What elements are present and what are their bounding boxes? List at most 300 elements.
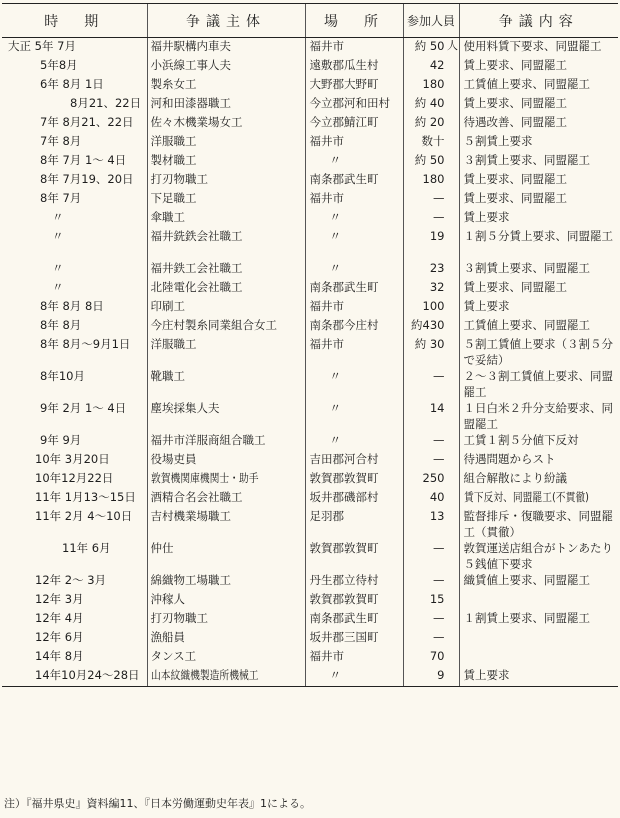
row-place — [305, 400, 403, 432]
row-content — [459, 451, 618, 470]
row-participants — [403, 451, 459, 470]
row-participants — [403, 317, 459, 336]
row-period-text: 10年12月22日 — [35, 470, 114, 485]
row-subject-text: 塵埃採集人夫 — [150, 400, 220, 415]
row-period-text: 8年 8月～9月1日 — [40, 336, 131, 351]
row-period-text: 12年 6月 — [35, 629, 84, 644]
row-period — [2, 209, 147, 228]
table-row — [2, 610, 618, 629]
row-subject-text: 敦賀機関庫機関士・助手 — [150, 470, 259, 485]
row-subject-text: 酒精合名会社職工 — [150, 489, 243, 504]
row-content-text: 監督排斥・復職要求、同盟罷工（貫徹） — [463, 508, 613, 539]
row-participants-text: — — [433, 368, 445, 383]
row-place-text: 敦賀郡敦賀町 — [309, 591, 379, 606]
row-subject — [147, 629, 305, 648]
row-place-text: 今立郡河和田村 — [309, 95, 390, 110]
table-row — [2, 38, 618, 57]
row-subject — [147, 228, 305, 260]
row-subject-text: 綿織物工場職工 — [150, 572, 231, 587]
row-place-text: 〃 — [329, 152, 341, 167]
row-period — [2, 629, 147, 648]
participants-unit: 人 — [447, 39, 458, 52]
row-content — [459, 572, 618, 591]
row-period — [2, 508, 147, 540]
table-row — [2, 508, 618, 540]
row-participants-text: — — [433, 451, 445, 466]
row-subject-text: 福井銑鉄会社職工 — [150, 228, 243, 243]
row-participants-text: 約 30 — [414, 336, 445, 351]
row-subject-text: 洋服職工 — [150, 336, 197, 351]
row-participants-text: 42 — [429, 57, 445, 72]
row-place-text: 福井市 — [309, 648, 344, 663]
row-content — [459, 591, 618, 610]
row-place-text: 南条郡武生町 — [309, 610, 379, 625]
row-place — [305, 171, 403, 190]
row-subject-text: 沖稼人 — [150, 591, 185, 606]
row-participants — [403, 508, 459, 540]
row-participants-text: 40 — [429, 489, 445, 504]
row-place — [305, 368, 403, 400]
row-subject — [147, 279, 305, 298]
table-row — [2, 114, 618, 133]
row-participants-text: 13 — [429, 508, 445, 523]
row-period — [2, 317, 147, 336]
row-participants-text: 19 — [429, 228, 445, 243]
row-place-text: 福井市 — [309, 39, 344, 53]
row-period-text: 〃 — [52, 209, 64, 224]
row-place-text: 福井市 — [309, 133, 344, 148]
header-content: 争議内容 — [459, 4, 618, 38]
row-place — [305, 470, 403, 489]
row-subject — [147, 610, 305, 629]
table-row — [2, 57, 618, 76]
table-row — [2, 432, 618, 451]
row-content — [459, 152, 618, 171]
row-subject-text: 福井駅構内車夫 — [150, 39, 231, 53]
row-place-text: 〃 — [329, 400, 341, 415]
row-subject — [147, 298, 305, 317]
row-subject-text: 北陸電化会社職工 — [150, 279, 243, 294]
row-place — [305, 591, 403, 610]
row-place — [305, 508, 403, 540]
row-content — [459, 38, 618, 57]
row-period-text: 14年 8月 — [35, 648, 84, 663]
row-period — [2, 114, 147, 133]
row-period-text: 12年 2～ 3月 — [35, 572, 107, 587]
row-period-text: 14年10月24～28日 — [35, 667, 140, 682]
row-period-text: 11年 2月 4～10日 — [35, 508, 133, 523]
row-participants — [403, 591, 459, 610]
row-subject — [147, 451, 305, 470]
row-period — [2, 336, 147, 368]
row-content — [459, 133, 618, 152]
table-row — [2, 400, 618, 432]
row-place-text: 〃 — [329, 209, 341, 224]
row-place — [305, 317, 403, 336]
row-content-text: 工賃１割５分値下反対 — [463, 432, 579, 447]
row-content-text: 工賃値上要求、同盟罷工 — [463, 317, 590, 332]
table-row — [2, 260, 618, 279]
row-place — [305, 95, 403, 114]
row-participants-text: 約430 — [411, 317, 445, 332]
row-subject-text: 山本紋織機製造所機械工 — [150, 667, 259, 682]
table-row — [2, 209, 618, 228]
row-subject — [147, 508, 305, 540]
row-subject — [147, 76, 305, 95]
row-subject-text: 佐々木機業場女工 — [150, 114, 243, 129]
row-period-text: 5年8月 — [40, 57, 78, 72]
row-content — [459, 400, 618, 432]
row-period — [2, 591, 147, 610]
row-subject — [147, 489, 305, 508]
header-participants: 参加人員 — [403, 4, 459, 38]
row-period-text: 10年 3月20日 — [35, 451, 110, 466]
row-participants-text: 14 — [429, 400, 445, 415]
row-subject-text: 傘職工 — [150, 209, 185, 224]
row-participants — [403, 171, 459, 190]
row-place-text: 吉田郡河合村 — [309, 451, 379, 466]
row-content-text: 賃下反対、同盟罷工(不貫徹) — [463, 489, 589, 504]
row-period — [2, 400, 147, 432]
row-content-text: ３割賃上要求、同盟罷工 — [463, 260, 590, 275]
row-period — [2, 95, 147, 114]
row-subject-text: 仲仕 — [150, 540, 174, 555]
row-period — [2, 228, 147, 260]
row-subject — [147, 57, 305, 76]
row-participants-text: — — [433, 610, 445, 625]
row-place — [305, 152, 403, 171]
row-participants — [403, 57, 459, 76]
row-participants-text: 約 40 — [414, 95, 445, 110]
row-place-text: 南条郡武生町 — [309, 171, 379, 186]
row-participants-text: — — [433, 190, 445, 205]
row-participants — [403, 572, 459, 591]
row-content-text: １割賃上要求、同盟罷工 — [463, 610, 590, 625]
row-participants — [403, 114, 459, 133]
row-content — [459, 508, 618, 540]
row-content — [459, 489, 618, 508]
row-period — [2, 451, 147, 470]
row-participants-text: 32 — [429, 279, 445, 294]
row-subject — [147, 209, 305, 228]
row-content-text: ２～３割工賃値上要求、同盟罷工 — [463, 368, 613, 399]
row-period-text: 11年 1月13～15日 — [35, 489, 136, 504]
row-participants — [403, 76, 459, 95]
row-place-text: 福井市 — [309, 336, 344, 351]
row-period-text: 8年10月 — [40, 368, 85, 383]
row-content — [459, 260, 618, 279]
table-row — [2, 489, 618, 508]
row-subject-text: 打刃物職工 — [150, 171, 208, 186]
row-participants — [403, 133, 459, 152]
row-place — [305, 133, 403, 152]
row-subject-text: 漁船員 — [150, 629, 185, 644]
row-place-text: 〃 — [329, 368, 341, 383]
row-subject — [147, 368, 305, 400]
header-subject: 争議主体 — [147, 4, 305, 38]
row-place — [305, 76, 403, 95]
row-content-text: 待遇改善、同盟罷工 — [463, 114, 567, 129]
row-place — [305, 572, 403, 591]
row-content — [459, 540, 618, 572]
row-subject-text: 吉村機業場職工 — [150, 508, 231, 523]
row-period — [2, 260, 147, 279]
row-period-text: 〃 — [52, 228, 64, 243]
row-subject — [147, 171, 305, 190]
row-period — [2, 489, 147, 508]
row-period-text: 11年 6月 — [62, 540, 111, 555]
row-period — [2, 648, 147, 667]
row-subject — [147, 190, 305, 209]
row-content — [459, 190, 618, 209]
row-participants-text: 15 — [429, 591, 445, 606]
row-period-text: 12年 3月 — [35, 591, 84, 606]
row-subject — [147, 260, 305, 279]
row-content-text: 組合解散により紛議 — [463, 470, 567, 485]
row-period-text: 9年 2月 1～ 4日 — [40, 400, 127, 415]
row-place — [305, 336, 403, 368]
row-subject-text: 印刷工 — [150, 298, 185, 313]
table-row — [2, 190, 618, 209]
row-place-text: 〃 — [329, 260, 341, 275]
row-subject-text: 今庄村製糸同業組合女工 — [150, 317, 277, 332]
row-content — [459, 368, 618, 400]
table-row — [2, 171, 618, 190]
table-row — [2, 279, 618, 298]
row-period — [2, 470, 147, 489]
row-period — [2, 667, 147, 687]
row-participants — [403, 540, 459, 572]
row-period — [2, 572, 147, 591]
row-participants-text: 9 — [437, 667, 445, 682]
row-place-text: 南条郡武生町 — [309, 279, 379, 294]
row-participants — [403, 629, 459, 648]
row-subject — [147, 591, 305, 610]
row-content-text: 賃上要求 — [463, 667, 510, 682]
row-content-text: １日白米２升分支給要求、同盟罷工 — [463, 400, 613, 431]
row-participants — [403, 336, 459, 368]
table-row — [2, 76, 618, 95]
row-subject-text: 洋服職工 — [150, 133, 197, 148]
row-participants — [403, 489, 459, 508]
row-period-text: 8年 8月 — [40, 317, 82, 332]
row-content-text: ３割賃上要求、同盟罷工 — [463, 152, 590, 167]
row-place-text: 丹生郡立待村 — [309, 572, 379, 587]
row-subject — [147, 667, 305, 687]
row-content-text: 待遇問題からスト — [463, 451, 556, 466]
row-place — [305, 228, 403, 260]
row-period-text: 〃 — [52, 279, 64, 294]
row-subject-text: 製材職工 — [150, 152, 197, 167]
row-content — [459, 114, 618, 133]
table-row — [2, 152, 618, 171]
row-subject — [147, 540, 305, 572]
row-content — [459, 57, 618, 76]
row-participants-text: — — [433, 629, 445, 644]
row-place — [305, 540, 403, 572]
row-participants — [403, 368, 459, 400]
row-place-text: 大野郡大野町 — [309, 76, 379, 91]
row-content — [459, 95, 618, 114]
table-row — [2, 591, 618, 610]
row-subject-text: 下足職工 — [150, 190, 197, 205]
row-place — [305, 432, 403, 451]
row-content — [459, 667, 618, 687]
row-participants-text: 約 20 — [414, 114, 445, 129]
row-place-text: 足羽郡 — [309, 508, 344, 523]
row-period-text: 大正 5年 7月 — [8, 39, 76, 53]
row-period — [2, 279, 147, 298]
row-subject — [147, 133, 305, 152]
row-content — [459, 171, 618, 190]
row-subject-text: 小浜線工事人夫 — [150, 57, 231, 72]
row-subject — [147, 317, 305, 336]
row-subject-text: 福井鉄工会社職工 — [150, 260, 243, 275]
row-period — [2, 190, 147, 209]
row-place-text: 〃 — [329, 228, 341, 243]
row-content-text: 賃上要求、同盟罷工 — [463, 279, 567, 294]
row-place-text: 〃 — [329, 432, 341, 447]
table-row — [2, 572, 618, 591]
header-place: 場 所 — [305, 4, 403, 38]
source-note: 注）『福井県史』資料編11、『日本労働運動史年表』1による。 — [4, 797, 311, 810]
row-place-text: 福井市 — [309, 190, 344, 205]
table-row — [2, 336, 618, 368]
row-subject — [147, 152, 305, 171]
row-participants — [403, 470, 459, 489]
row-period-text: 8月21、22日 — [70, 95, 142, 110]
row-participants — [403, 648, 459, 667]
row-participants-text: 数十 — [421, 133, 445, 148]
row-participants — [403, 209, 459, 228]
row-content-text: 織賃値上要求、同盟罷工 — [463, 572, 590, 587]
row-subject-text: 打刃物職工 — [150, 610, 208, 625]
row-place-text: 今立郡鯖江町 — [309, 114, 379, 129]
row-place — [305, 451, 403, 470]
row-subject — [147, 38, 305, 57]
table-row — [2, 648, 618, 667]
row-content-text: 賃上要求、同盟罷工 — [463, 95, 567, 110]
table-row — [2, 451, 618, 470]
row-content-text: 敦賀運送店組合がトンあたり５銭値下要求 — [463, 540, 613, 571]
row-place — [305, 260, 403, 279]
row-place — [305, 190, 403, 209]
table-row — [2, 540, 618, 572]
row-period — [2, 152, 147, 171]
row-content-text: ５割賃上要求 — [463, 133, 533, 148]
row-participants-text: — — [433, 432, 445, 447]
row-period-text: 12年 4月 — [35, 610, 84, 625]
row-participants-text: — — [433, 209, 445, 224]
row-content — [459, 610, 618, 629]
row-subject — [147, 336, 305, 368]
row-period-text: 〃 — [52, 260, 64, 275]
row-content — [459, 76, 618, 95]
row-participants-text: 180 — [422, 76, 445, 91]
row-content-text: 工賃値上要求、同盟罷工 — [463, 76, 590, 91]
row-content-text: 賃上要求 — [463, 298, 510, 313]
row-period — [2, 298, 147, 317]
row-place — [305, 629, 403, 648]
row-content-text: ５割工賃値上要求（３割５分で妥結） — [463, 336, 613, 367]
row-place-text: 坂井郡三国町 — [309, 629, 379, 644]
row-subject-text: 役場吏員 — [150, 451, 197, 466]
table-row — [2, 470, 618, 489]
row-content — [459, 470, 618, 489]
row-content-text: １割５分賃上要求、同盟罷工 — [463, 228, 613, 243]
row-participants — [403, 432, 459, 451]
row-period-text: 7年 8月21、22日 — [40, 114, 134, 129]
row-content-text: 賃上要求 — [463, 209, 510, 224]
row-participants-text: 250 — [422, 470, 445, 485]
row-subject-text: 靴職工 — [150, 368, 185, 383]
row-content-text: 賃上要求、同盟罷工 — [463, 57, 567, 72]
row-participants — [403, 279, 459, 298]
row-content — [459, 209, 618, 228]
row-place — [305, 298, 403, 317]
row-content-text: 賃上要求、同盟罷工 — [463, 190, 567, 205]
table-row — [2, 228, 618, 260]
row-content — [459, 279, 618, 298]
row-subject — [147, 432, 305, 451]
row-participants — [403, 228, 459, 260]
row-participants — [403, 152, 459, 171]
header-period: 時 期 — [2, 4, 147, 38]
row-period — [2, 610, 147, 629]
row-content — [459, 228, 618, 260]
row-place-text: 遠敷郡瓜生村 — [309, 57, 379, 72]
row-content — [459, 432, 618, 451]
row-participants — [403, 95, 459, 114]
row-participants-text: 約 50 — [414, 152, 445, 167]
row-participants — [403, 298, 459, 317]
row-content — [459, 298, 618, 317]
row-place-text: 福井市 — [309, 298, 344, 313]
labor-disputes-table — [2, 3, 618, 687]
row-subject — [147, 95, 305, 114]
row-place — [305, 38, 403, 57]
row-content — [459, 317, 618, 336]
table-body — [2, 38, 618, 687]
row-subject — [147, 400, 305, 432]
row-place-text: 敦賀郡敦賀町 — [309, 540, 379, 555]
row-place — [305, 489, 403, 508]
row-participants — [403, 667, 459, 687]
row-participants-text: 100 — [422, 298, 445, 313]
row-subject-text: 福井市洋服商組合職工 — [150, 432, 266, 447]
row-content-text: 使用料賃下要求、同盟罷工 — [463, 39, 602, 53]
row-period-text: 8年 7月19、20日 — [40, 171, 134, 186]
table-row — [2, 368, 618, 400]
table-row — [2, 667, 618, 687]
row-subject — [147, 572, 305, 591]
table-row — [2, 317, 618, 336]
row-period — [2, 432, 147, 451]
row-participants-text: — — [433, 540, 445, 555]
row-period — [2, 133, 147, 152]
row-period — [2, 171, 147, 190]
row-subject-text: 河和田漆器職工 — [150, 95, 231, 110]
row-participants — [403, 260, 459, 279]
table-header — [2, 4, 618, 38]
row-place — [305, 279, 403, 298]
table-row — [2, 95, 618, 114]
row-period — [2, 76, 147, 95]
row-place — [305, 209, 403, 228]
row-participants — [403, 190, 459, 209]
row-place — [305, 648, 403, 667]
row-period — [2, 38, 147, 57]
